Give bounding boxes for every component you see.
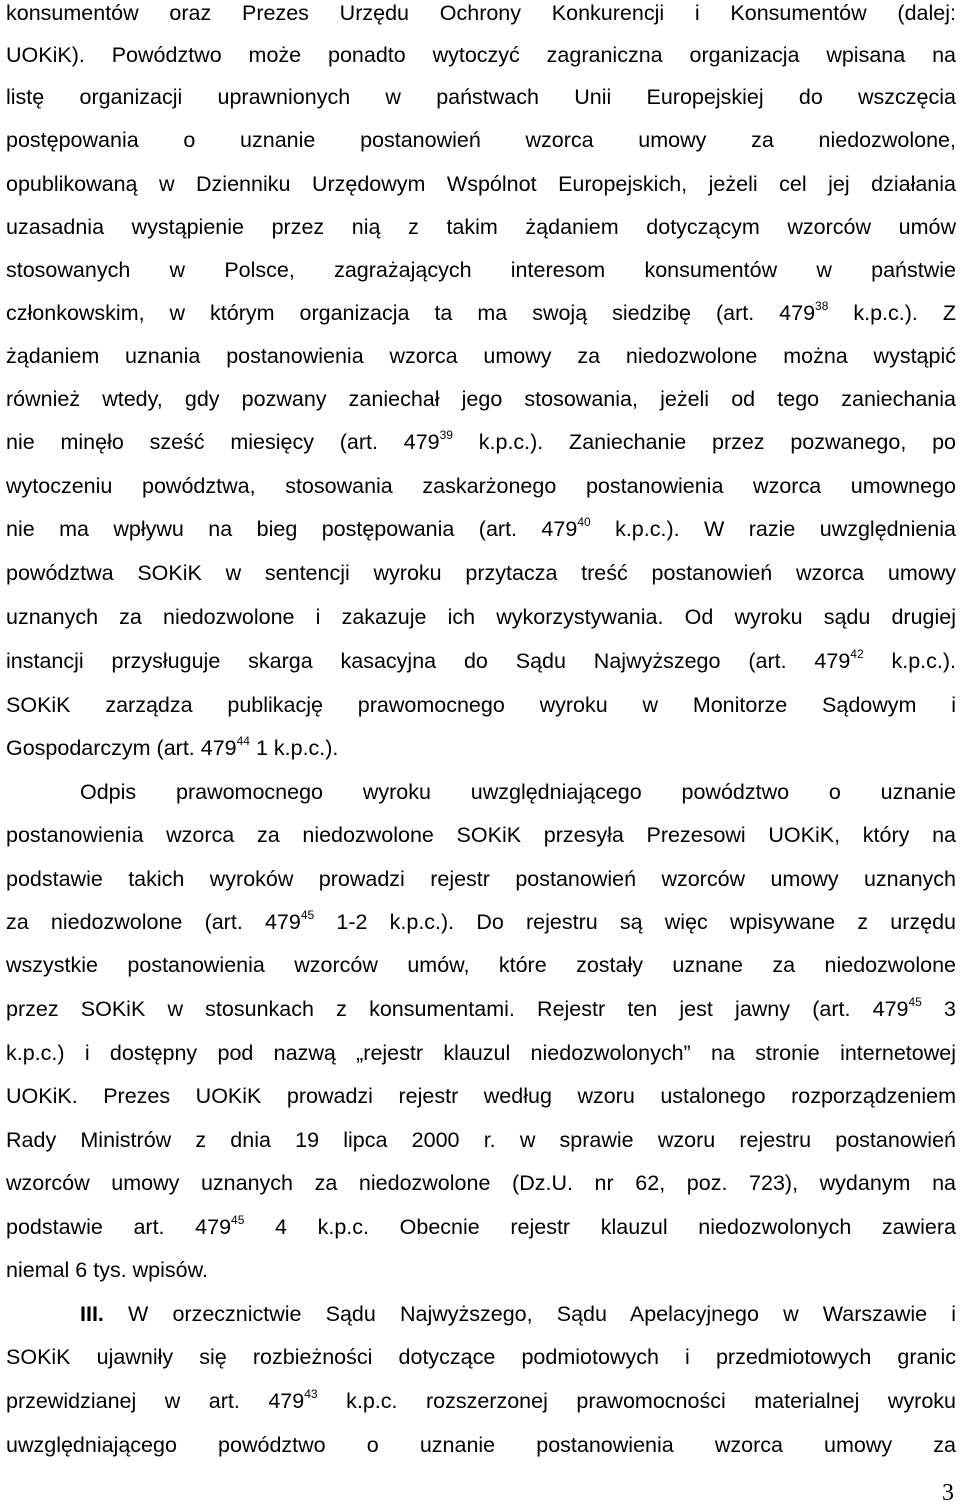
text-line: k.p.c.) i dostępny pod nazwą „rejestr klauzul niedozwolonych” na stronie internetowej [6,1041,956,1065]
text-line: wszystkie postanowienia wzorców umów, które zostały uznane za niedozwolone [6,953,956,977]
text-line: UOKiK). Powództwo może ponadto wytoczyć zagraniczna organizacja wpisana na [6,43,956,67]
text-line: wzorców umowy uznanych za niedozwolone (Dz.U. nr 62, poz. 723), wydanym na [6,1171,956,1195]
text-line: instancji przysługuje skarga kasacyjna do Sądu Najwyższego (art. $479^{42}$ k.p.c.). [6,646,957,673]
article-superscript: 39 [439,427,453,442]
article-superscript: 40 [577,514,591,529]
text-line: postępowania o uznanie postanowień wzorca umowy za niedozwolone, [6,128,956,152]
text-line: SOKiK zarządza publikację prawomocnego wyroku w Monitorze Sądowym i [6,693,956,717]
text-line: SOKiK ujawniły się rozbieżności dotyczące podmiotowych i przedmiotowych granic [6,1345,956,1369]
text-line: uwzględniającego powództwo o uznanie postanowienia wzorca umowy za [6,1433,956,1457]
text-line: Odpis prawomocnego wyroku uwzględniającego powództwo o uznanie [80,780,956,804]
text-line: Gospodarczym (art. $479^{44}$ 1 k.p.c.). [6,733,339,760]
article-superscript: 38 [815,298,829,313]
text-line: nie ma wpływu na bieg postępowania (art. $479^{40}$ k.p.c.). W razie uwzględnienia [6,514,957,541]
text-line: III. W orzecznictwie Sądu Najwyższego, Sądu Apelacyjnego w Warszawie i [80,1302,956,1326]
article-superscript: 45 [231,1212,245,1227]
text-line: za niedozwolone (art. $479^{45}$ 1-2 k.p.c.). Do rejestru są więc wpisywane z urzędu [6,907,956,934]
text-line: żądaniem uznania postanowienia wzorca umowy za niedozwolone można wystąpić [6,344,956,368]
text-line: listę organizacji uprawnionych w państwach Unii Europejskiej do wszczęcia [6,85,956,109]
text-line: podstawie takich wyroków prowadzi rejestr postanowień wzorców umowy uznanych [6,867,956,891]
section-numeral: III. [80,1302,104,1326]
text-line: niemal 6 tys. wpisów. [6,1258,208,1282]
text-line: uzasadnia wystąpienie przez nią z takim żądaniem dotyczącym wzorców umów [6,215,956,239]
article-superscript: 44 [236,733,250,748]
text-line: wytoczeniu powództwa, stosowania zaskarżonego postanowienia wzorca umownego [6,474,956,498]
text-line: konsumentów oraz Prezes Urzędu Ochrony Konkurencji i Konsumentów (dalej: [6,1,956,25]
text-line: przewidzianej w art. $479^{43}$ k.p.c. rozszerzonej prawomocności materialnej wyroku [6,1386,956,1413]
text-line: postanowienia wzorca za niedozwolone SOKiK przesyła Prezesowi UOKiK, który na [6,823,956,847]
text-line: podstawie art. $479^{45}$ 4 k.p.c. Obecnie rejestr klauzul niedozwolonych zawiera [6,1212,956,1239]
article-superscript: 42 [850,646,864,661]
text-line: Rady Ministrów z dnia 19 lipca 2000 r. w sprawie wzoru rejestru postanowień [6,1128,956,1152]
text-line: przez SOKiK w stosunkach z konsumentami. Rejestr ten jest jawny (art. $479^{45}$ 3 [6,994,956,1021]
article-superscript: 45 [300,907,315,922]
text-line: stosowanych w Polsce, zagrażających interesom konsumentów w państwie [6,258,956,282]
article-superscript: 45 [908,994,922,1009]
text-line: opublikowaną w Dzienniku Urzędowym Wspólnot Europejskich, jeżeli cel jej działania [6,172,956,196]
text-line: uznanych za niedozwolone i zakazuje ich wykorzystywania. Od wyroku sądu drugiej [6,605,956,629]
page-number: 3 [942,1480,954,1506]
text-line: powództwa SOKiK w sentencji wyroku przytacza treść postanowień wzorca umowy [6,561,956,585]
text-line: członkowskim, w którym organizacja ta ma swoją siedzibę (art. $479^{38}$ k.p.c.). Z [6,298,956,325]
article-superscript: 43 [304,1386,318,1401]
text-line: UOKiK. Prezes UOKiK prowadzi rejestr według wzoru ustalonego rozporządzeniem [6,1084,956,1108]
text-line: również wtedy, gdy pozwany zaniechał jego stosowania, jeżeli od tego zaniechania [6,387,956,411]
text-line: nie minęło sześć miesięcy (art. $479^{39}$ k.p.c.). Zaniechanie przez pozwanego, po [6,427,956,454]
